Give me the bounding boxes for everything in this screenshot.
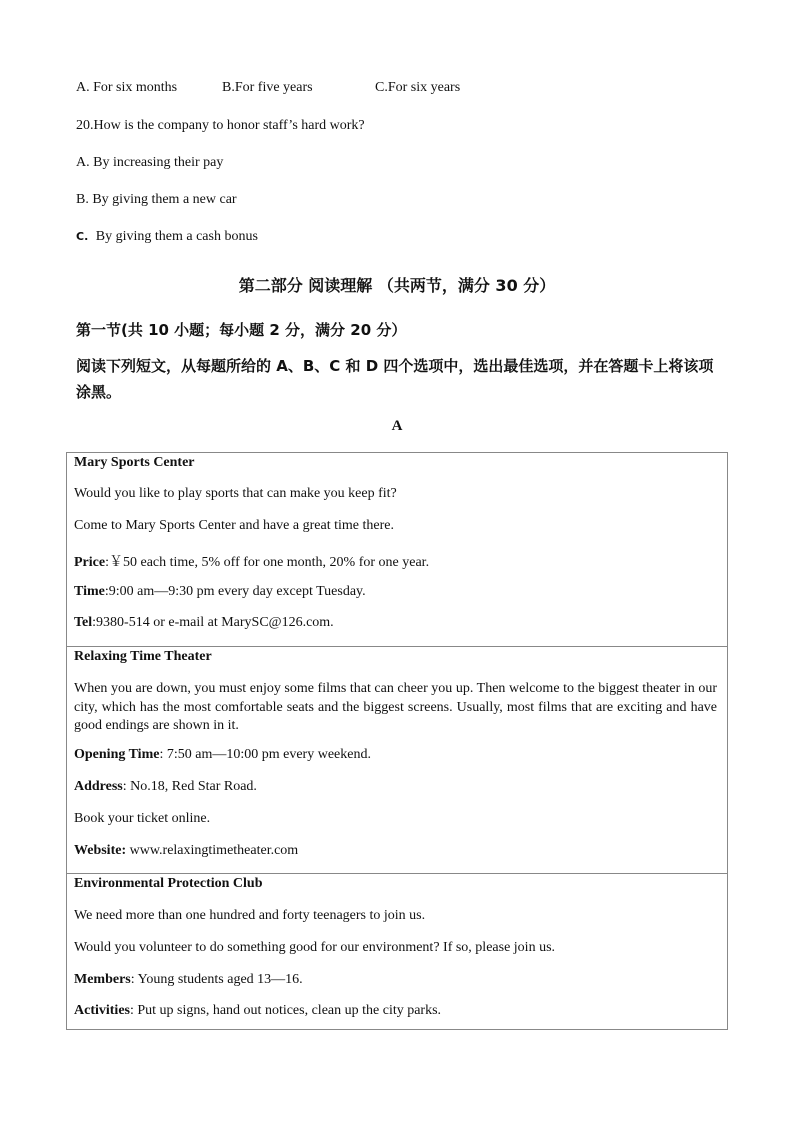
tel-value: :9380-514 or e-mail at MarySC@126.com. [92,615,334,630]
theater-name: Relaxing Time Theater [74,649,212,664]
sports-tel [74,615,334,631]
website-value: www.relaxingtimetheater.com [126,843,299,858]
address-value: : No.18, Red Star Road. [122,779,257,794]
club-cell [67,873,727,1029]
theater-book: Book your ticket online. [74,811,211,826]
passage-label: A [391,418,403,434]
price-value: :￥50 each time, 5% off for one month, 20% for one year. [105,555,430,570]
tel-label: Tel [74,615,93,630]
theater-cell [67,646,727,873]
opening-label: Opening Time [74,747,160,762]
q19-option-a: A. For six months [76,80,178,95]
sports-time [74,584,366,600]
time-value: :9:00 am—9:30 pm every day except Tuesday. [104,584,366,599]
club-activities [74,1003,441,1019]
activities-value: : Put up signs, hand out notices, clean up the city parks. [129,1003,442,1018]
instructions: 阅读下列短文，从每题所给的 A、B、C 和 D 四个选项中，选出最佳选项，并在答题卡上将该项涂黑。 [76,357,714,401]
theater-opening [74,747,371,763]
theater-description: When you are down, you must enjoy some films that can cheer you up. Then welcome to the biggest theater in our city, which has the most comfortable seats and the biggest screens. Usually, most films that are exciting and have good endings are shown in it. [74,681,717,733]
q20-option-c [76,229,258,245]
members-value: : Young students aged 13—16. [130,972,303,987]
opening-value: : 7:50 am—10:00 pm every weekend. [159,747,371,762]
club-line1: We need more than one hundred and forty teenagers to join us. [74,908,426,923]
club-name: Environmental Protection Club [74,876,263,891]
sports-price [74,551,429,571]
sports-center-name: Mary Sports Center [74,455,195,470]
theater-address [74,779,257,795]
time-label: Time [74,584,105,599]
q19-option-b: B.For five years [222,80,313,95]
q20-option-a: A. By increasing their pay [76,155,224,170]
activities-label: Activities [74,1003,130,1018]
passage-table [66,452,728,1030]
part2-title: 第二部分 阅读理解 （共两节，满分 30 分） [238,276,556,295]
website-label: Website: [74,843,127,858]
sports-line1: Would you like to play sports that can make you keep fit? [74,486,397,501]
q20-question: 20.How is the company to honor staff’s hard work? [76,118,365,133]
theater-website [74,843,298,859]
sports-center-cell [67,453,727,646]
q20-option-c-text: By giving them a cash bonus [95,229,258,244]
q20-option-c-letter: C. [76,230,89,243]
price-label: Price [74,555,106,570]
q19-option-c: C.For six years [375,80,461,95]
q20-option-b: B. By giving them a new car [76,192,237,207]
sports-line2: Come to Mary Sports Center and have a great time there. [74,518,394,533]
section1-title: 第一节(共 10 小题；每小题 2 分，满分 20 分） [76,321,407,339]
club-line2: Would you volunteer to do something good for our environment? If so, please join us. [74,940,556,955]
address-label: Address [74,779,123,794]
members-label: Members [74,972,131,987]
club-members [74,972,303,988]
